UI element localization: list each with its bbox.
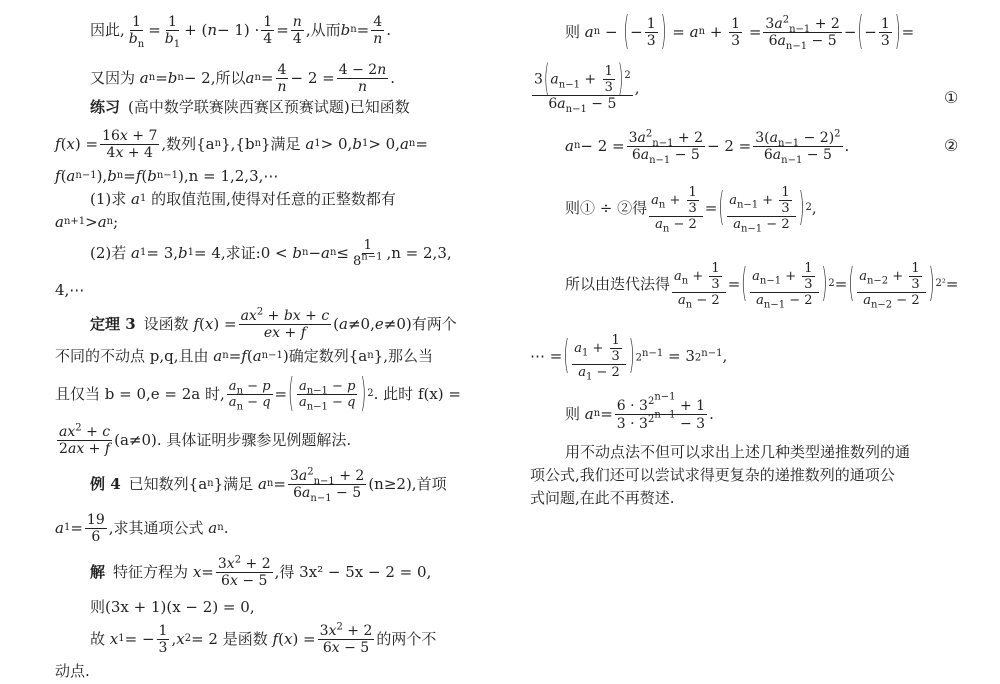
- text: 因此,: [90, 20, 125, 39]
- exercise-title: 练习: [90, 97, 121, 116]
- text: 的两个不: [376, 629, 437, 648]
- example-title: 例 4: [90, 474, 121, 493]
- text: 则① ÷ ②得: [565, 198, 648, 217]
- text: ,从而: [305, 20, 341, 39]
- theorem-line-3: 且仅当 b = 0,e = 2a 时, $\frac{a_n - p}{a_n - q}$ = ( $\frac{a_{n-1} - p}{a_{n-1} - q}$ ) 2 . 此时 f(x) =: [55, 369, 461, 417]
- equation-number-1: ①: [944, 88, 959, 107]
- paragraph-line-3: [530, 488, 675, 508]
- text: 有两个: [411, 314, 457, 333]
- exercise-source: (高中数学联赛陕西赛区预赛试题)已知函数: [128, 97, 410, 116]
- text: 项公式,我们还可以尝试求得更复杂的递推数列的通项公: [530, 465, 895, 484]
- text: 4,⋯: [55, 280, 85, 299]
- r-line-5: 所以由迭代法得 $a_n$ + $\frac{1}{3}$ $a_n - 2$ = ( $a_{n-1}$ + $\frac{1}{3}$ $a_{n-1} - 2$ ) 2 = ( $a_{n-2}$ + $\frac{1}{3}$ $a_{n-2} - 2$ ) 2² =: [565, 259, 959, 311]
- line-5: f ( a n−1 ), b n = f ( b n−1 ) ,n = 1,2,3,⋯: [55, 166, 279, 185]
- text: 则: [565, 404, 581, 423]
- text: (n≥2),首项: [368, 474, 447, 493]
- text: 且仅当 b = 0,e = 2a 时,: [55, 384, 225, 403]
- text: (a≠0). 具体证明步骤参见例题解法.: [114, 430, 352, 449]
- text: ,求证:0 <: [220, 243, 288, 262]
- text: ,数列{a: [161, 134, 215, 153]
- text: 的取值范围,使得对任意的正整数都有: [151, 189, 396, 208]
- text: 式问题,在此不再赘述.: [530, 488, 675, 507]
- example-4: 例 4 已知数列{a n }满足 a n = $\frac{3a^2_{n-1} + 2}{6a_{n-1} - 5}$ (n≥2),首项: [90, 465, 447, 504]
- example-4-line-2: a 1 = $\frac{19}{6}$ ,求其通项公式 a n .: [55, 511, 229, 545]
- text: 确定数列{a: [288, 346, 368, 365]
- text: 则(3x + 1)(x − 2) = 0,: [90, 597, 255, 616]
- exercise-heading: [90, 97, 410, 117]
- r-line-7: 则 a n = $\frac{6 \cdot 3^{2^{n-1}} + 1}{3 \cdot 3^{2^{n-1}} - 3}$ .: [565, 391, 714, 432]
- text: 又因为: [90, 68, 136, 87]
- solution-3: 故 x 1 = − $\frac{1}{3}$ , x 2 = 2 是函数 f ( x ) = $\frac{3x^2 + 2}{6x - 5}$ 的两个不: [90, 620, 437, 656]
- text: ,n = 2,3,: [386, 243, 452, 262]
- theorem-line-2: 不同的不动点 p,q,且由 a n = f ( a n−1 ) 确定数列{a n },那么当: [55, 346, 433, 365]
- solution-1: 解 特征方程为 x = $\frac{3x^2 + 2}{6x - 5}$ ,得 3x² − 5x − 2 = 0,: [90, 553, 432, 589]
- text: },{b: [221, 134, 255, 153]
- line-fx: f ( x ) = $\frac{16x + 7}{4x + 4}$ ,数列{a n },{b n }满足 a 1 > 0, b 1 > 0, a n =: [55, 127, 428, 161]
- text: 则: [565, 22, 581, 41]
- text: 用不动点法不但可以求出上述几种类型递推数列的通: [565, 442, 911, 461]
- text: 设函数: [143, 314, 189, 333]
- text: ,得 3x² − 5x − 2 = 0,: [274, 562, 432, 581]
- text: }满足: [213, 474, 254, 493]
- text: ,所以: [210, 68, 246, 87]
- question-2-cont: [55, 280, 84, 300]
- text: 所以由迭代法得: [565, 274, 671, 293]
- text: 不同的不动点 p,q,且由: [55, 346, 209, 365]
- paragraph-line-2: [530, 465, 895, 485]
- text: }满足: [261, 134, 301, 153]
- text: 已知数列{a: [128, 474, 208, 493]
- r-line-3: a n − 2 = $\frac{3a^2_{n-1} + 2}{6a_{n-1} - 5}$ − 2 = $\frac{3(a_{n-1} - 2)^2}{6a_{n-1} - 5}$ .: [565, 127, 850, 166]
- question-1: (1)求 a 1 的取值范围,使得对任意的正整数都有: [90, 189, 396, 208]
- paragraph-line-1: [565, 442, 910, 462]
- text: 故: [90, 629, 106, 648]
- theorem-3: 定理 3 设函数 f ( x ) = $\frac{ax^2 + bx + c}{ex + f}$ ( a ≠0, e ≠0) 有两个: [90, 305, 457, 341]
- text: (1)求: [90, 189, 127, 208]
- solution-2: [90, 597, 255, 617]
- r-line-2: $3(a_{n-1}$ + $\frac{1}{3}$ )$^2$ $6a_{n-1} - 5$ ,: [534, 58, 640, 115]
- r-line-4: 则① ÷ ②得 $a_n$ + $\frac{1}{3}$ $a_n - 2$ = ( $a_{n-1}$ + $\frac{1}{3}$ $a_{n-1} - 2$ ) 2 ,: [565, 183, 817, 235]
- text: (2)若: [90, 243, 127, 262]
- r-line-1: 则 a n − ( − $\frac{1}{3}$ ) = a n + $\frac{1}{3}$ = $\frac{3a^2_{n-1} + 2}{6a_{n-1} - 5}$ − ( − $\frac{1}{3}$ ) =: [565, 7, 915, 55]
- text: 动点.: [55, 661, 90, 680]
- text: ,n = 1,2,3,⋯: [183, 166, 279, 185]
- line-2: 又因为 a n = b n − 2 ,所以 a n = $\frac{4}{n}$ − 2 = $\frac{4 - 2n}{n}$ .: [90, 61, 396, 95]
- question-2: (2)若 a 1 = 3, b 1 = 4 ,求证:0 < b n − a n ≤ $\frac{1}{8^{n-1}}$ ,n = 2,3,: [90, 237, 452, 269]
- text: ;: [113, 212, 119, 231]
- equation-number-2: ②: [944, 136, 959, 155]
- text: 特征方程为: [113, 562, 189, 581]
- question-1-cont: a n+1 > a n ;: [55, 212, 119, 231]
- line-1: 因此, $\frac{1}{b_n}$ = $\frac{1}{b_1}$ + ( n − 1) · $\frac{1}{4}$ = $\frac{n}{4}$ ,从而 b n = $\frac{4}{n}$ .: [90, 13, 392, 50]
- r-line-6: ⋯ = ( $a_1$ + $\frac{1}{3}$ $a_1 - 2$ ) $2^{n-1}$ = 3 $2^{n-1}$ ,: [530, 331, 728, 383]
- solution-4: [55, 661, 90, 681]
- text: . 此时 f(x) =: [373, 384, 461, 403]
- text: 是函数: [222, 629, 268, 648]
- theorem-line-4: $\frac{ax^2 + c}{2ax + f}$ (a≠0). 具体证明步骤参见例题解法.: [59, 421, 352, 457]
- text: },那么当: [373, 346, 433, 365]
- solution-title: 解: [90, 562, 106, 581]
- theorem-title: 定理 3: [90, 314, 136, 333]
- text: ,求其通项公式: [108, 518, 204, 537]
